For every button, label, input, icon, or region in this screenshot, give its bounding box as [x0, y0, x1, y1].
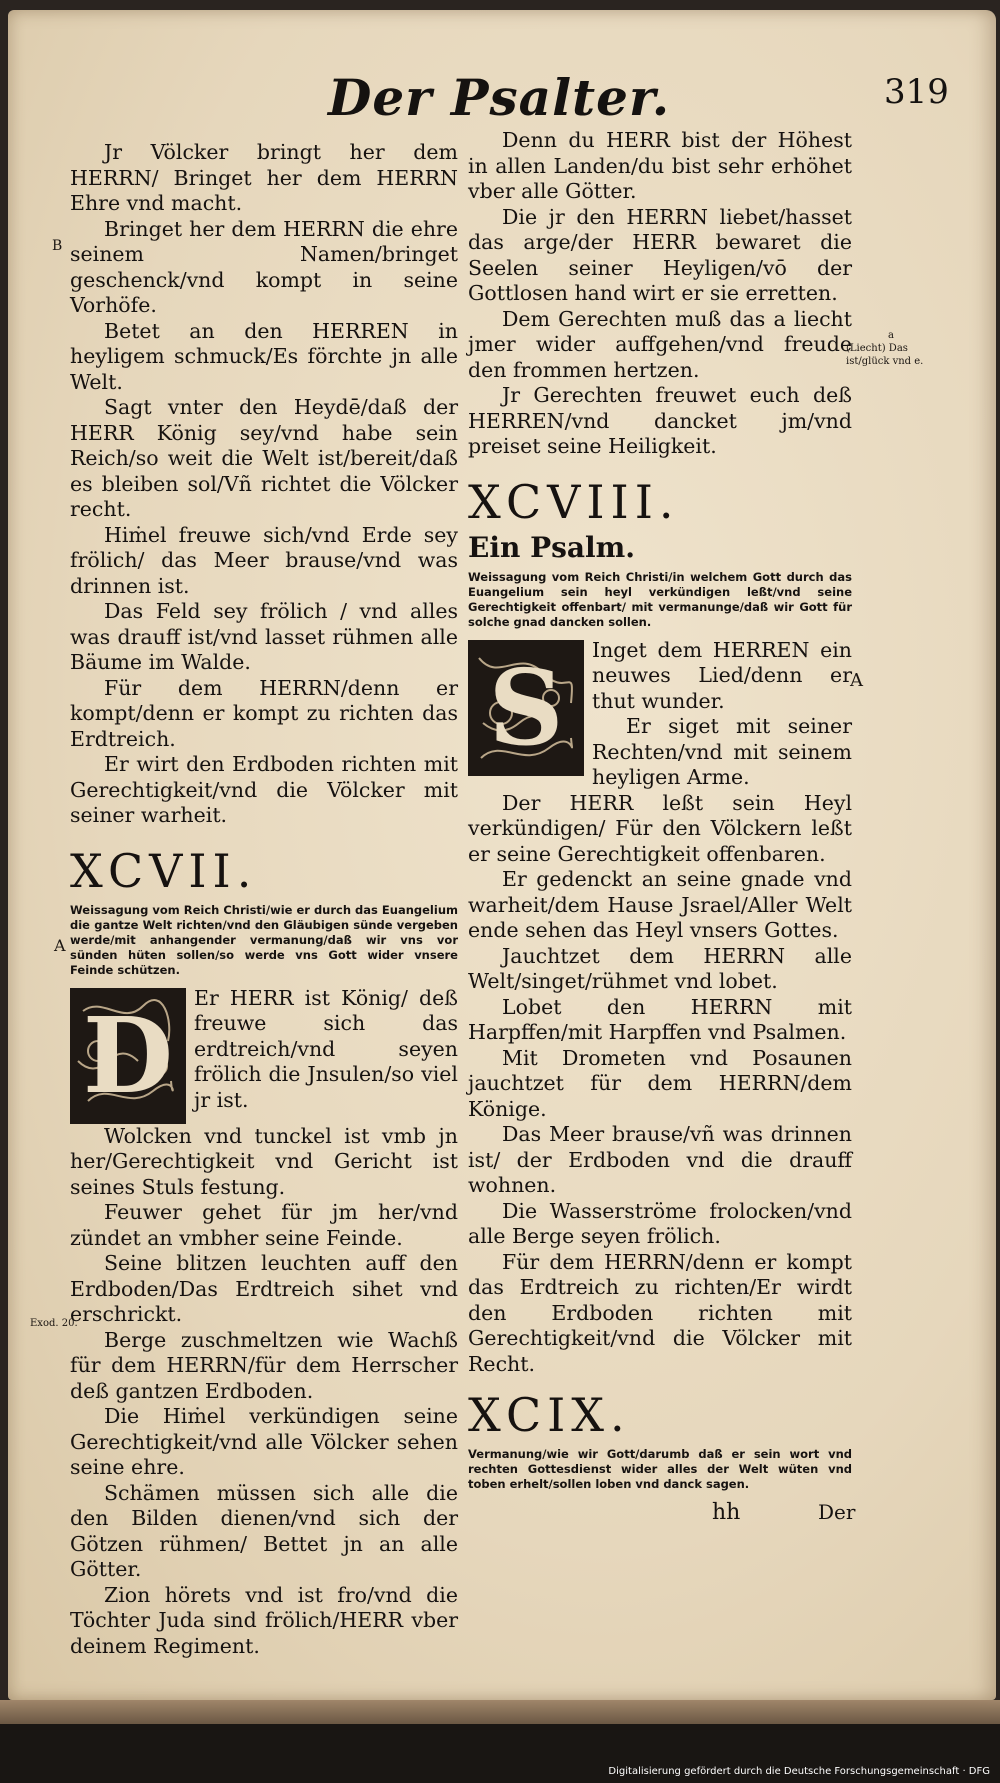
- paragraph: Berge zuschmeltzen wie Wachß für dem HERRN/für dem Herrscher deß gantzen Erdboden.: [70, 1327, 458, 1403]
- paragraph: Er siget mit seiner Rechten/vnd mit seinem heyligen Arme.: [592, 714, 852, 789]
- paragraph: Zion hörets vnd ist fro/vnd die Töchter Juda sind frölich/HERR vber deinem Regiment.: [70, 1582, 458, 1658]
- paragraph: Wolcken vnd tunckel ist vmb jn her/Gerechtigkeit vnd Gericht ist seines Stuls festung.: [70, 1123, 458, 1199]
- paragraph: Die Hiṁel verkündigen seine Gerechtigkeit/vnd alle Völcker sehen seine ehre.: [70, 1404, 458, 1479]
- paragraph: Jr Gerechten freuwet euch deß HERREN/vnd dancket jm/vnd preiset seine Heiligkeit.: [468, 383, 852, 458]
- paragraph: Denn du HERR bist der Höhest in allen Landen/du bist sehr erhöhet vber alle Götter.: [468, 128, 852, 203]
- left-column: [70, 140, 458, 1659]
- psalm-first-line: Inget dem HERREN ein neuwes Lied/denn er thut wunder.: [592, 637, 852, 713]
- digitization-footer: [0, 1724, 1000, 1783]
- page-title: Der Psalter.: [328, 68, 671, 127]
- paragraph: Er wirt den Erdboden richten mit Gerechtigkeit/vnd die Völcker mit seiner warheit.: [70, 752, 458, 827]
- paragraph: Lobet den HERRN mit Harpffen/mit Harpffen vnd Psalmen.: [468, 994, 852, 1044]
- signature-mark: hh: [712, 1500, 741, 1525]
- psalm-first-line: Er HERR ist König/ deß freuwe sich das erdtreich/vnd seyen frölich die Jnsulen/so viel jr ist.: [194, 985, 458, 1112]
- psalm-summary: Weissagung vom Reich Christi/in welchem Gott durch das Euangelium sein heyl verkündigen leßt/vnd seine Gerechtigkeit offenbart/ mit vermanunge/daß wir Gott für solche gnad dancken sollen.: [468, 569, 852, 629]
- paragraph: Das Feld sey frölich / vnd alles was drauff ist/vnd lasset rühmen alle Bäume im Walde.: [70, 599, 458, 674]
- page-footer-marks: [468, 1500, 856, 1530]
- paragraph: Hiṁel freuwe sich/vnd Erde sey frölich/ das Meer brause/vnd was drinnen ist.: [70, 522, 458, 598]
- paragraph: Seine blitzen leuchten auff den Erdboden/Das Erdtreich sihet vnd erschrickt.: [70, 1251, 458, 1326]
- margin-note: (Liecht) Das ist/glück vnd e.: [846, 343, 924, 367]
- right-column: [468, 128, 856, 1530]
- paragraph: Jauchtzet dem HERRN alle Welt/singet/rühmet vnd lobet.: [468, 943, 852, 993]
- paragraph: Bringet her dem HERRN die ehre seinem Namen/bringet geschenck/vnd kompt in seine Vorhöfe.: [70, 216, 458, 317]
- paragraph: Mit Drometen vnd Posaunen jauchtzet für dem HERRN/dem Könige.: [468, 1045, 852, 1121]
- margin-marker-a: A: [54, 936, 66, 955]
- psalm-summary: Vermanung/wie wir Gott/darumb daß er sein wort vnd rechten Gottesdienst wider alles der Welt wüten vnd toben erhelt/sollen loben vnd danck sagen.: [468, 1447, 852, 1491]
- paragraph: Das Meer brause/vñ was drinnen ist/ der Erdboden vnd die drauff wohnen.: [468, 1122, 852, 1197]
- paragraph: Er gedenckt an seine gnade vnd warheit/dem Hause Jsrael/Aller Welt ende sehen das Heyl vnsers Gottes.: [468, 867, 852, 942]
- margin-note-marker: a: [888, 330, 894, 341]
- margin-marker-a: A: [850, 670, 863, 691]
- margin-cross-ref: Exod. 20.: [30, 1318, 78, 1329]
- catchword: Der: [818, 1500, 856, 1524]
- page-number: 319: [884, 72, 949, 112]
- paragraph: Die jr den HERRN liebet/hasset das arge/der HERR bewaret die Seelen seiner Heyligen/vō der Gottlosen hand wirt er sie erretten.: [468, 204, 852, 305]
- paragraph: Jr Völcker bringt her dem HERRN/ Bringet her dem HERRN Ehre vnd macht.: [70, 140, 458, 215]
- paragraph: Feuwer gehet für jm her/vnd zündet an vmbher seine Feinde.: [70, 1200, 458, 1250]
- paragraph: Schämen müssen sich alle die den Bilden dienen/vnd sich der Götzen rühmen/ Bettet jn an alle Götter.: [70, 1480, 458, 1581]
- paragraph: Sagt vnter den Heydē/daß der HERR König sey/vnd habe sein Reich/so weit die Welt ist/bereit/daß es bleiben sol/Vñ richtet die Völcker recht.: [70, 395, 458, 521]
- footer-credit: Digitalisierung gefördert durch die Deutsche Forschungsgemeinschaft · DFG: [608, 1766, 990, 1777]
- drop-cap-ornament: [70, 988, 186, 1124]
- book-page: [8, 10, 996, 1700]
- paragraph: Für dem HERRN/denn er kompt/denn er kompt zu richten das Erdtreich.: [70, 675, 458, 751]
- drop-cap-ornament: [468, 640, 584, 776]
- psalm-summary: Weissagung vom Reich Christi/wie er durch das Euangelium die gantze Welt richten/vnd den Gläubigen sünde vergeben werde/mit anhangender vermanung/daß wir vns vor sünden hüten sollen/so werde vns Gott wider vnsere Feinde schützen.: [70, 902, 458, 977]
- page-edge: [0, 1700, 1000, 1724]
- paragraph: Betet an den HERREN in heyligem schmuck/Es förchte jn alle Welt.: [70, 318, 458, 394]
- drop-cap-letter: D: [82, 993, 174, 1117]
- paragraph: Die Wasserströme frolocken/vnd alle Berge seyen frölich.: [468, 1198, 852, 1248]
- psalm-numeral: XCVIII.: [468, 474, 680, 529]
- paragraph: Dem Gerechten muß das a liecht jmer wider auffgehen/vnd freude den frommen hertzen.: [468, 306, 852, 382]
- paragraph: Für dem HERRN/denn er kompt das Erdtreich zu richten/Er wirdt den Erdboden richten mit Gerechtigkeit/vnd die Völcker mit Recht.: [468, 1249, 852, 1376]
- psalm-numeral: XCIX.: [468, 1388, 631, 1442]
- margin-marker-b: B: [52, 238, 63, 254]
- psalm-heading: Ein Psalm.: [468, 530, 636, 564]
- drop-cap-letter: S: [488, 645, 564, 769]
- paragraph: Der HERR leßt sein Heyl verkündigen/ Für den Völckern leßt er seine Gerechtigkeit offenbaren.: [468, 790, 852, 866]
- psalm-numeral: XCVII.: [70, 843, 258, 898]
